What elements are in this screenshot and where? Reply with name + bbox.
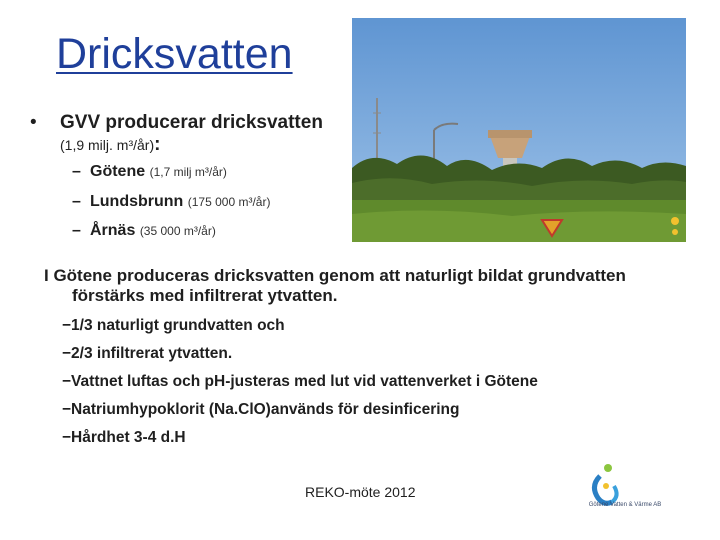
- sub-bullet-gotene: [72, 163, 227, 181]
- company-logo-icon: [560, 462, 690, 522]
- list-item: −2/3 infiltrerat ytvatten.: [62, 345, 233, 362]
- dash: –: [72, 193, 81, 210]
- sub-bullet-name: Götene: [90, 163, 146, 180]
- slide-title: Dricksvatten: [56, 30, 293, 78]
- main-bullet-bold: GVV producerar dricksvatten: [60, 112, 323, 133]
- list-item: −1/3 naturligt grundvatten och: [62, 317, 285, 334]
- sub-bullet-name: Årnäs: [90, 222, 136, 239]
- main-bullet-colon: :: [154, 134, 161, 155]
- dash: –: [72, 222, 81, 239]
- dash: –: [72, 163, 81, 180]
- water-tower-photo: [352, 18, 686, 242]
- list-item: −Vattnet luftas och pH-justeras med lut vid vattenverket i Götene: [62, 373, 538, 390]
- sub-bullet-detail: (1,7 milj m³/år): [149, 165, 227, 179]
- main-bullet-text: [60, 112, 340, 156]
- list-item: −Hårdhet 3-4 d.H: [62, 429, 186, 446]
- sub-bullet-arnas: [72, 222, 216, 240]
- paragraph-text: I Götene produceras dricksvatten genom att naturligt bildat grundvatten förstärks med infiltrerat ytvatten.: [44, 266, 626, 305]
- sub-bullet-lundsbrunn: [72, 193, 270, 211]
- production-paragraph: [44, 266, 664, 306]
- main-bullet-volume: (1,9 milj. m³/år): [60, 137, 155, 153]
- bullet-dot: •: [30, 112, 37, 133]
- sub-bullet-name: Lundsbrunn: [90, 193, 184, 210]
- list-item: −Natriumhypoklorit (Na.ClO)används för desinficering: [62, 401, 460, 418]
- sub-bullet-detail: (35 000 m³/år): [139, 224, 216, 238]
- logo-text: Götene Vatten & Värme AB: [588, 502, 662, 508]
- sub-bullet-detail: (175 000 m³/år): [187, 195, 271, 209]
- footer-text: REKO-möte 2012: [305, 484, 416, 500]
- water-tower-illustration: [352, 18, 686, 242]
